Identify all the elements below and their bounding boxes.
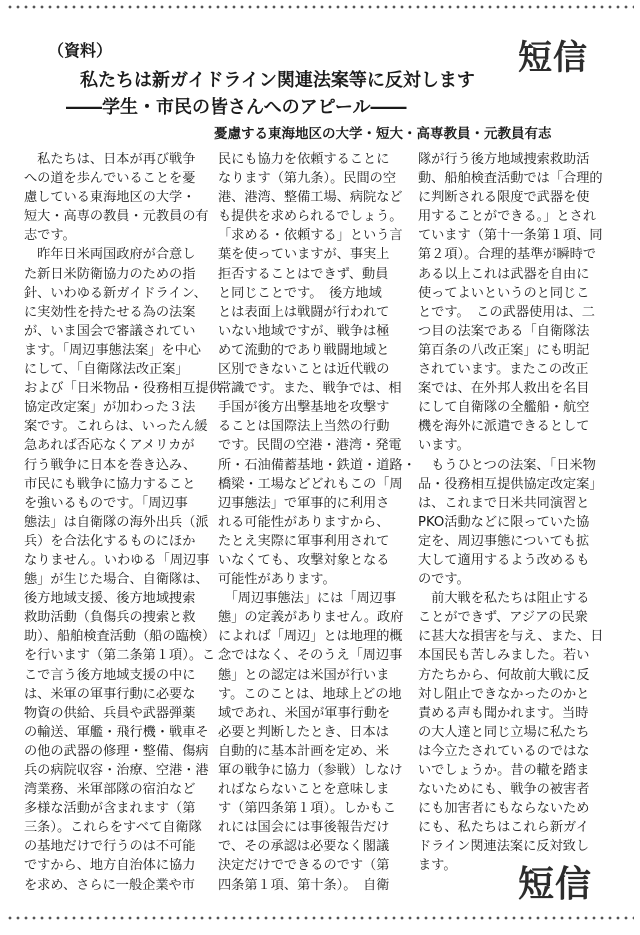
body-text-line: 救助活動（負傷兵の捜索と救: [24, 610, 196, 626]
body-text-line: 態」との認定は米国が行いま: [218, 667, 390, 683]
body-text-line: 志です。: [24, 228, 76, 244]
body-text-line: 私たちは、日本が再び戦争: [24, 152, 196, 167]
body-text-line: 動、船舶検査活動では「合理的: [418, 171, 603, 187]
body-text-line: こで言う後方地域支援の中に: [24, 667, 196, 683]
body-text-line: 多様な活動が含まれます（第: [24, 801, 196, 817]
body-text-line: 使ってよいというのと同じこ: [418, 285, 590, 301]
body-text-line: の基地だけで行うのは不可能: [24, 839, 196, 855]
page-title: 私たちは新ガイドライン関連法案等に反対します: [80, 70, 475, 91]
body-text-line: す。このことは、地球上どの地: [218, 686, 402, 702]
body-text-line: 「求める・依頼する」という言: [218, 228, 403, 244]
body-text-line: たとえ実際に軍事利用されて: [218, 533, 390, 549]
body-text-line: 隊が行う後方地域捜索救助活: [418, 152, 590, 167]
body-text-line: 品・役務相互提供協定改定案」: [418, 476, 603, 492]
body-text-line: 前大戦を私たちは阻止する: [418, 591, 590, 607]
body-text-line: 慮している東海地区の大学・: [24, 190, 196, 206]
body-text-line: ないためにも、戦争の被害者: [418, 782, 590, 798]
body-text-line: 第百条の八改正案」にも明記: [418, 342, 590, 358]
body-text-line: は、これまで日米共同演習と: [418, 495, 590, 511]
bottom-dotted-border: [6, 916, 634, 920]
body-text-line: 案では、在外邦人救出を名目: [418, 381, 590, 397]
body-text-line: 針、いわゆる新ガイドライン、: [24, 285, 207, 301]
body-text-line: 態」の定義がありません。政府: [218, 610, 404, 626]
body-text-line: た新日米防衛協力のための指: [24, 266, 196, 282]
body-text-line: 協定改定案」が加わった３法: [24, 400, 196, 416]
body-text-line: 態」が生じた場合、自衛隊は、: [24, 572, 209, 588]
body-text-line: 念ではなく、そのうえ「周辺事: [218, 648, 403, 664]
body-text-line: および「日米物品・役務相互提供: [24, 381, 222, 397]
document-label: （資料）: [48, 41, 113, 60]
body-text-line: にも加害者にもならないため: [418, 801, 590, 817]
body-text-line: 常識です。また、戦争では、相: [218, 381, 402, 397]
body-text-line: とは表面上は戦闘が行われて: [218, 304, 390, 320]
body-text-line: の大人達と同じ立場に私たち: [418, 724, 590, 740]
body-text-line: 葉を使っていますが、事実上: [218, 247, 390, 263]
body-text-line: 対し阻止できなかったのかと: [418, 686, 590, 702]
body-text-line: ある以上これは武器を自由に: [418, 266, 590, 282]
body-text-line: ています（第十一条第１項、同: [418, 228, 603, 244]
body-text-line: 可能性があります。: [218, 572, 336, 588]
body-text-line: 態法」は自衛隊の海外出兵（派: [24, 514, 209, 530]
body-text-line: なります（第九条）。民間の空: [218, 171, 397, 187]
body-text-line: れには国会には事後報告だけ: [218, 820, 390, 836]
body-text-line: 域であれ、米国が軍事行動を: [218, 705, 391, 721]
body-text-line: 湾業務、米軍部隊の宿泊など: [24, 782, 196, 798]
body-text-line: いでしょうか。昔の轍を踏ま: [418, 763, 590, 778]
body-text-line: を求め、さらに一般企業や市: [24, 877, 195, 893]
body-text-line: の他の武器の修理・整備、傷病: [24, 743, 209, 759]
body-text-line: のです。: [418, 572, 470, 588]
body-text-line: ドライン関連法案に反対致し: [418, 839, 590, 855]
tanshin-stamp-bottom: 短信: [518, 864, 593, 905]
body-text-line: いない地域ですが、戦争は極: [218, 323, 390, 339]
body-text-line: 方たちから、何故前大戦に反: [418, 667, 590, 683]
body-text-line: されています。またこの改正: [418, 362, 589, 378]
body-text-line: いなくても、攻撃対象となる: [218, 552, 390, 568]
body-text-line: 兵）を合法化するものにほか: [24, 533, 196, 549]
body-text-line: 短大・高専の教員・元教員の有: [24, 209, 209, 225]
body-text-line: 民にも協力を依頼することに: [218, 152, 390, 167]
text-column-3: [418, 150, 604, 876]
body-text-line: は今立たされているのではな: [418, 743, 590, 759]
body-text-line: にも、私たちはこれら新ガイ: [418, 820, 590, 836]
body-text-line: 責める声も聞かれます。当時: [418, 705, 589, 721]
body-text-line: 市民にも戦争に協力すること: [24, 476, 196, 492]
top-dotted-border: [6, 5, 634, 9]
body-text-line: 案です。これらは、いったん緩: [24, 419, 208, 435]
body-text-line: めて流動的であり戦闘地域と: [218, 342, 390, 358]
body-text-line: ることは国際法上当然の行動: [218, 419, 390, 435]
body-text-line: ですから、地方自治体に協力: [24, 858, 196, 874]
body-text-line: 軍の戦争に協力（参戦）しなけ: [218, 763, 403, 778]
body-text-line: ます。: [418, 858, 457, 874]
body-text-line: 港、港湾、整備工場、病院など: [218, 190, 403, 206]
body-text-line: に甚大な損害を与え、また、日: [418, 629, 604, 645]
body-text-line: 「周辺事態法」には「周辺事: [218, 591, 397, 607]
body-text-line: に判断される限度で武器を使: [418, 190, 590, 206]
page-subtitle: ――学生・市民の皆さんへのアピール――: [66, 97, 407, 118]
body-text-line: 四条第１項、第十条）。 自衛: [218, 877, 390, 893]
body-text-line: は、米軍の軍事行動に必要な: [24, 686, 196, 702]
body-text-line: を強いるものです。「周辺事: [24, 495, 188, 511]
body-text-line: 第２項）。合理的基準が瞬時で: [418, 247, 597, 263]
body-text-line: 用することができる。」とされ: [418, 209, 597, 225]
body-text-line: 必要と判断したとき、日本は: [218, 724, 389, 740]
body-text-line: 決定だけでできるのです（第: [218, 858, 390, 874]
body-text-line: 定を、周辺事態についても拡: [418, 533, 590, 549]
body-text-line: に実効性を持たせる為の法案: [24, 304, 196, 320]
body-text-line: 自動的に基本計画を定め、米: [218, 743, 389, 759]
body-text-line: ます。「周辺事態法案」を中心: [24, 342, 201, 358]
text-column-1: [24, 150, 222, 895]
body-text-line: れる可能性がありますから、: [218, 514, 390, 530]
body-text-line: ればならないことを意味しま: [218, 782, 390, 798]
author-line: 憂慮する東海地区の大学・短大・高専教員・元教員有志: [214, 126, 552, 142]
body-text-line: 手国が後方出撃基地を攻撃す: [218, 400, 390, 416]
body-text-line: 辺事態法」で軍事的に利用さ: [218, 495, 390, 511]
body-text-line: もうひとつの法案、「日米物: [418, 457, 596, 473]
body-text-line: 本国民も苦しみました。若い: [418, 648, 590, 664]
body-text-line: 三条）。これらをすべて自衛隊: [24, 820, 202, 836]
body-text-line: によれば「周辺」とは地理的概: [218, 629, 403, 645]
body-text-line: 物資の供給、兵員や武器弾薬: [24, 705, 196, 721]
body-text-line: にして、「自衛隊法改正案」: [24, 362, 189, 378]
body-text-line: 後方地域支援、後方地域捜索: [24, 591, 196, 607]
body-text-line: PKO活動などに限っていた協: [418, 514, 590, 530]
body-text-line: います。: [418, 438, 470, 454]
body-text-line: が、いま国会で審議されてい: [24, 323, 196, 339]
body-text-line: 橋梁・工場などどれもこの「周: [218, 476, 403, 492]
body-text-line: とです。 この武器使用は、二: [418, 304, 595, 320]
body-text-line: への道を歩んでいることを憂: [24, 171, 196, 187]
body-text-line: 大して適用するよう改めるも: [418, 552, 590, 568]
body-text-line: 所・石油備蓄基地・鉄道・道路・: [218, 457, 416, 473]
body-text-line: を行います（第二条第１項）。こ: [24, 648, 216, 664]
tanshin-stamp-top: 短信: [518, 38, 588, 78]
body-text-line: つ目の法案である「自衛隊法: [418, 323, 590, 339]
body-text-line: 兵の病院収容・治療、空港・港: [24, 763, 209, 778]
body-text-line: で、その承認は必要なく閣議: [218, 839, 390, 855]
body-text-line: なりません。いわゆる「周辺事: [24, 552, 210, 568]
body-text-line: の輸送、軍艦・飛行機・戦車そ: [24, 724, 209, 740]
body-text-line: す（第四条第１項）。しかもこ: [218, 801, 397, 817]
body-text-line: 昨年日米両国政府が合意し: [24, 247, 196, 263]
body-text-line: 機を海外に派遣できるとして: [418, 419, 590, 435]
body-text-line: 区別できないことは近代戦の: [218, 362, 390, 378]
text-column-2: [218, 150, 416, 895]
body-text-line: 行う戦争に日本を巻き込み、: [24, 457, 197, 473]
body-text-line: 急あれば否応なくアメリカが: [24, 438, 195, 454]
body-text-line: も提供を求められるでしょう。: [218, 209, 403, 225]
body-text-line: ことができず、アジアの民衆: [418, 610, 588, 626]
body-text-line: 助）、船舶検査活動（船の臨検）: [24, 629, 216, 645]
body-text-line: と同じことです。 後方地域: [218, 285, 382, 301]
body-text-line: 拒否することはできず、動員: [218, 266, 389, 282]
body-text-line: にして自衛隊の全艦船・航空: [418, 400, 590, 416]
body-text-line: です。民間の空港・港湾・発電: [218, 438, 402, 454]
